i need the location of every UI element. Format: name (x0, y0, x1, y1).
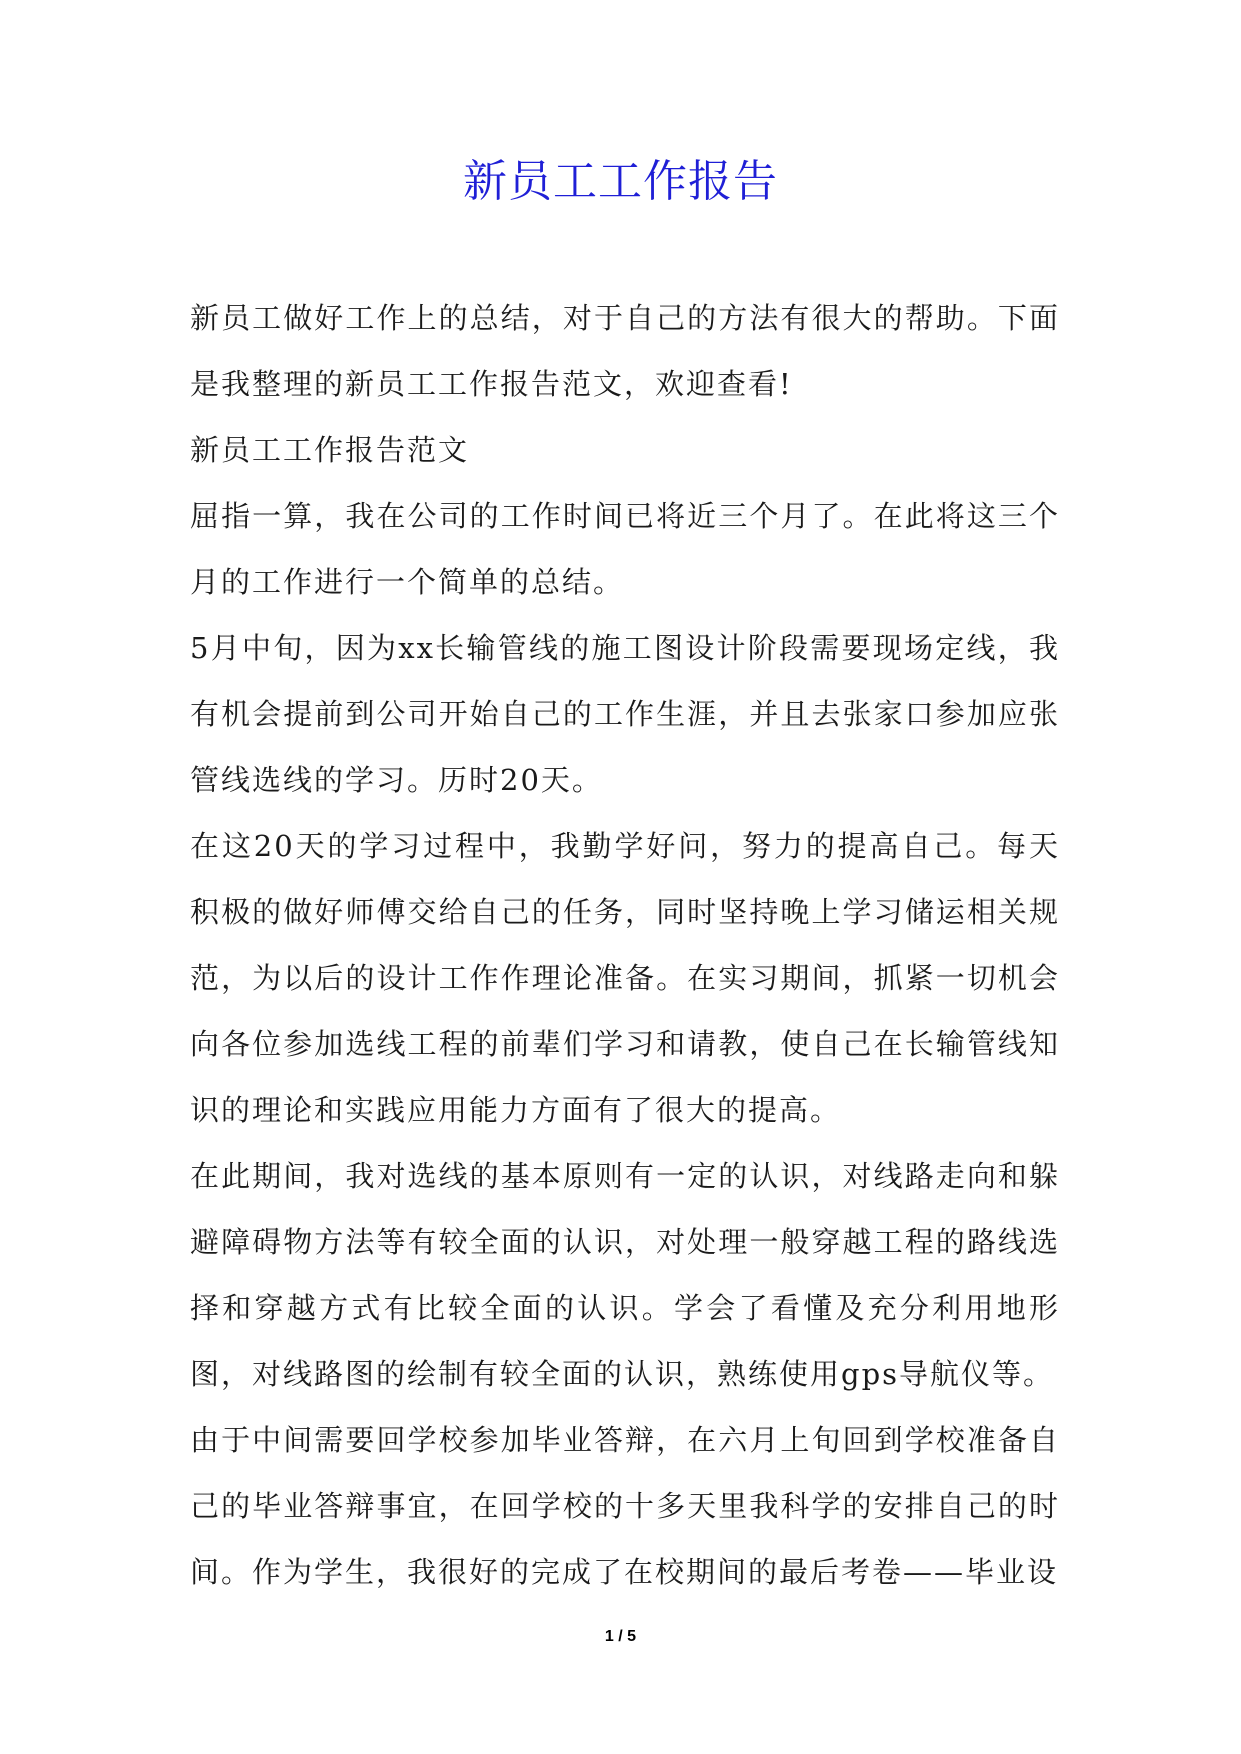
paragraph-overview: 屈指一算，我在公司的工作时间已将近三个月了。在此将这三个月的工作进行一个简单的总结。 (190, 499, 1060, 599)
paragraph-learning-process: 在这20天的学习过程中，我勤学好问，努力的提高自己。每天积极的做好师傅交给自己的任务，同时坚持晚上学习储运相关规范，为以后的设计工作作理论准备。在实习期间，抓紧一切机会向各位参加选线工程的前辈们学习和请教，使自己在长输管线知识的理论和实践应用能力方面有了很大的提高。 (190, 829, 1060, 1127)
paragraph-may-fieldwork: 5月中旬，因为xx长输管线的施工图设计阶段需要现场定线，我有机会提前到公司开始自己的工作生涯，并且去张家口参加应张管线选线的学习。历时20天。 (190, 631, 1060, 797)
paragraph-intro: 新员工做好工作上的总结，对于自己的方法有很大的帮助。下面是我整理的新员工工作报告范文，欢迎查看! (190, 301, 1060, 401)
paragraph-subtitle: 新员工工作报告范文 (190, 433, 470, 467)
page-number: 1 / 5 (604, 1628, 637, 1645)
document-body (190, 285, 1060, 1605)
paragraph-route-selection: 在此期间，我对选线的基本原则有一定的认识，对线路走向和躲避障碍物方法等有较全面的认识，对处理一般穿越工程的路线选择和穿越方式有比较全面的认识。学会了看懂及充分利用地形图，对线路图的绘制有较全面的认识，熟练使用gps导航仪等。 (190, 1159, 1060, 1391)
paragraph-graduation: 由于中间需要回学校参加毕业答辩，在六月上旬回到学校准备自己的毕业答辩事宜，在回学校的十多天里我科学的安排自己的时间。作为学生，我很好的完成了在校期间的最后考卷——毕业设 (190, 1423, 1060, 1589)
document-title: 新员工工作报告 (463, 156, 778, 207)
